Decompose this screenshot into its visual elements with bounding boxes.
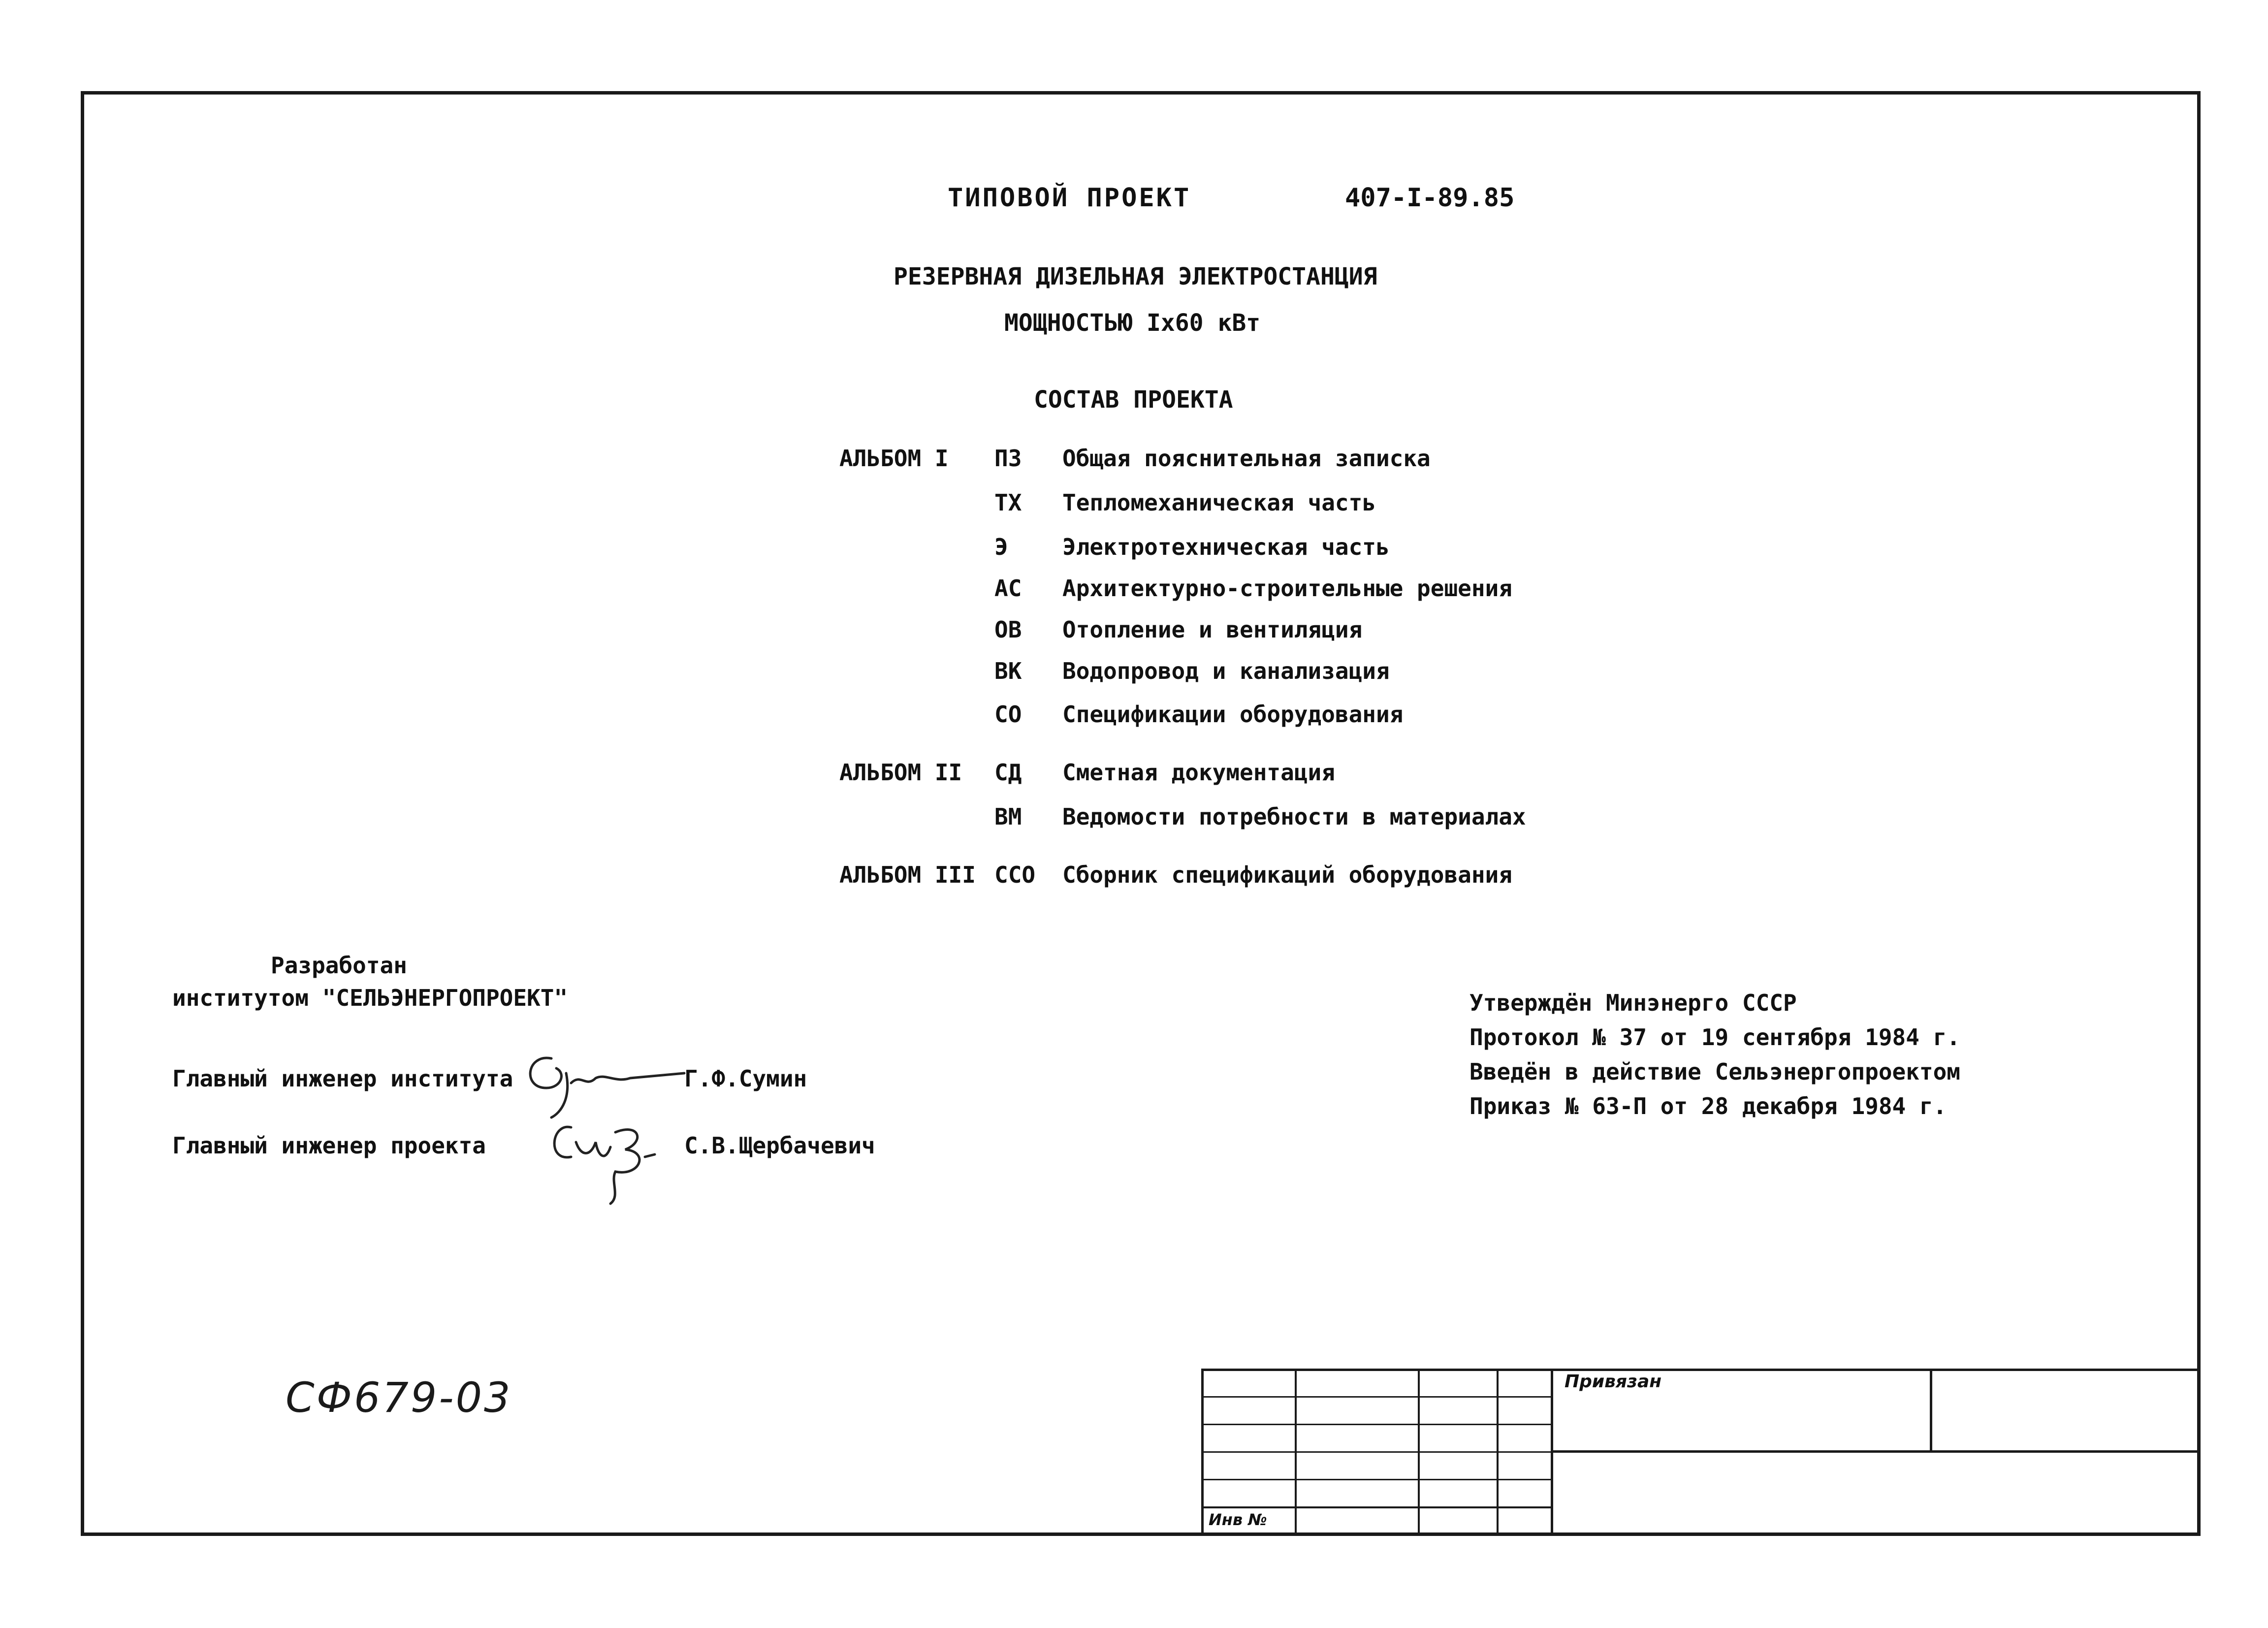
doc-code: ПЗ bbox=[994, 445, 1022, 472]
doc-name: Тепломеханическая часть bbox=[1062, 489, 1376, 516]
doc-name: Водопровод и канализация bbox=[1062, 658, 1390, 684]
doc-code: Э bbox=[994, 534, 1008, 560]
approval-line2: Протокол № 37 от 19 сентября 1984 г. bbox=[1469, 1024, 1960, 1051]
stamp-inv-label: Инв № bbox=[1209, 1510, 1267, 1529]
doc-name: Архитектурно-строительные решения bbox=[1062, 575, 1512, 602]
chief-institute-name: Г.Ф.Сумин bbox=[684, 1065, 807, 1092]
doc-code: ВК bbox=[994, 658, 1022, 684]
doc-name: Общая пояснительная записка bbox=[1062, 445, 1431, 472]
doc-code: ССО bbox=[994, 862, 1036, 888]
doc-code: ОВ bbox=[994, 616, 1022, 643]
signature-sumin bbox=[522, 1044, 689, 1122]
developer-line1: Разработан bbox=[271, 952, 407, 979]
title-prefix: ТИПОВОЙ ПРОЕКТ bbox=[948, 183, 1191, 213]
approval-line4: Приказ № 63-П от 28 декабря 1984 г. bbox=[1469, 1093, 1947, 1119]
handwritten-archive-code: СФ679-03 bbox=[286, 1373, 512, 1422]
doc-code: СО bbox=[994, 701, 1022, 728]
doc-name: Ведомости потребности в материалах bbox=[1062, 803, 1526, 830]
project-subtitle-line2: МОЩНОСТЬЮ Iх60 кВт bbox=[1004, 309, 1261, 337]
project-number: 407-I-89.85 bbox=[1345, 183, 1515, 213]
doc-code: ТХ bbox=[994, 489, 1022, 516]
section-title: СОСТАВ ПРОЕКТА bbox=[1034, 386, 1233, 414]
project-subtitle-line1: РЕЗЕРВНАЯ ДИЗЕЛЬНАЯ ЭЛЕКТРОСТАНЦИЯ bbox=[894, 263, 1377, 290]
approval-line1: Утверждён Минэнерго СССР bbox=[1469, 990, 1797, 1016]
chief-project-name: С.В.Щербачевич bbox=[684, 1132, 875, 1159]
chief-institute-label: Главный инженер института bbox=[172, 1065, 513, 1092]
doc-name: Сметная документация bbox=[1062, 759, 1335, 786]
album-label: АЛЬБОМ III bbox=[839, 862, 976, 888]
doc-name: Электротехническая часть bbox=[1062, 534, 1390, 560]
doc-code: СД bbox=[994, 759, 1022, 786]
doc-code: ВМ bbox=[994, 803, 1022, 830]
developer-line2: институтом "СЕЛЬЭНЕРГОПРОЕКТ" bbox=[172, 985, 568, 1011]
album-label: АЛЬБОМ I bbox=[839, 445, 949, 472]
album-label: АЛЬБОМ II bbox=[839, 759, 962, 786]
stamp-tied-label: Привязан bbox=[1565, 1372, 1662, 1392]
doc-name: Спецификации оборудования bbox=[1062, 701, 1404, 728]
doc-code: АС bbox=[994, 575, 1022, 602]
approval-line3: Введён в действие Сельэнергопроектом bbox=[1469, 1058, 1960, 1085]
signature-scherbachevich bbox=[542, 1113, 670, 1206]
doc-name: Сборник спецификаций оборудования bbox=[1062, 862, 1512, 888]
doc-name: Отопление и вентиляция bbox=[1062, 616, 1363, 643]
chief-project-label: Главный инженер проекта bbox=[172, 1132, 486, 1159]
